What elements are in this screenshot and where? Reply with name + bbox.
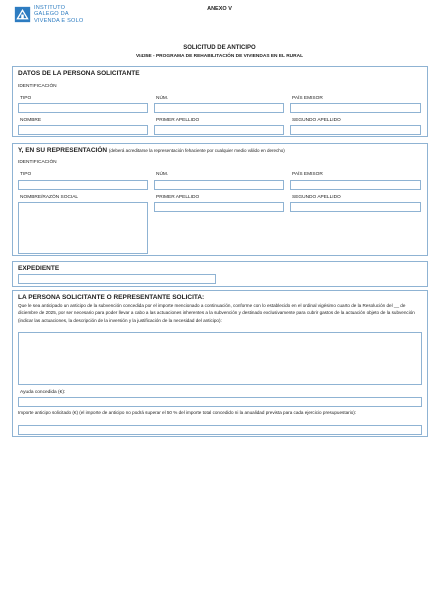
request-paragraph: Que le sea anticipado un anticipo de la subvención concedida por el importe mencionado a continuación, conforme con lo establecido en el ordinal vigésimo cuarto de la Resolución del __ de diciembre de 2025, por ser necesario para poder llevar a cabo a las actuaciones inherentes a la subvención y destinado exclusivamente para cubrir gastos de la actuación objeto de la subvención (indicar las actuaciones, la descripción de la inversión y la justificación de la necesidad del anticipo): xyxy=(18,303,415,323)
request-title: LA PERSONA SOLICITANTE O REPRESENTANTE SOLICITA: xyxy=(18,294,205,301)
representative-title-row xyxy=(18,147,285,154)
applicant-num-field[interactable] xyxy=(154,103,284,113)
representative-note: (deberá acreditarse la representación fehaciente por cualquier medio válido en derecho) xyxy=(108,148,285,153)
request-section xyxy=(12,290,428,437)
expediente-section xyxy=(12,261,428,287)
form-title: SOLICITUD DE ANTICIPO xyxy=(183,45,256,51)
applicant-primer-label: PRIMER APELLIDO xyxy=(156,118,200,123)
representative-num-field[interactable] xyxy=(154,180,284,190)
applicant-segundo-field[interactable] xyxy=(290,125,421,135)
representative-nombre-field[interactable] xyxy=(18,202,148,254)
applicant-num-label: NÚM. xyxy=(156,96,169,101)
applicant-nombre-label: NOMBRE xyxy=(20,118,42,123)
applicant-title: DATOS DE LA PERSONA SOLICITANTE xyxy=(18,70,140,77)
applicant-tipo-field[interactable] xyxy=(18,103,148,113)
applicant-identification-label: IDENTIFICACIÓN xyxy=(18,84,57,89)
representative-section xyxy=(12,143,428,256)
representative-segundo-label: SEGUNDO APELLIDO xyxy=(292,195,341,200)
request-description-field[interactable] xyxy=(18,332,422,385)
representative-pais-label: PAÍS EMISOR xyxy=(292,172,323,177)
representative-tipo-label: TIPO xyxy=(20,172,32,177)
representative-segundo-field[interactable] xyxy=(290,202,421,212)
importe-label: Importe anticipo solicitado (€) (el importe de anticipo no podrá superar el 50 % del importe total concedido ni la anualidad prevista para cada ejercicio presupuestario): xyxy=(18,410,357,415)
representative-primer-field[interactable] xyxy=(154,202,284,212)
representative-nombre-label: NOMBRE/RAZÓN SOCIAL xyxy=(20,195,79,200)
applicant-pais-field[interactable] xyxy=(290,103,421,113)
importe-field[interactable] xyxy=(18,425,422,435)
form-subtitle: VI435E - PROGRAMA DE REHABILITACIÓN DE VIVIENDAS EN EL RURAL xyxy=(135,54,304,59)
expediente-title: EXPEDIENTE xyxy=(18,265,60,272)
applicant-nombre-field[interactable] xyxy=(18,125,148,135)
expediente-field[interactable] xyxy=(18,274,216,284)
ayuda-label: Ayuda concedida (€): xyxy=(20,390,66,395)
ayuda-field[interactable] xyxy=(18,397,422,407)
logo-line-2: GALEGO DA xyxy=(34,11,69,18)
applicant-primer-field[interactable] xyxy=(154,125,284,135)
representative-num-label: NÚM. xyxy=(156,172,169,177)
representative-tipo-field[interactable] xyxy=(18,180,148,190)
logo-line-1: INSTITUTO xyxy=(34,5,66,11)
annex-label: ANEXO V xyxy=(207,6,232,12)
applicant-tipo-label: TIPO xyxy=(20,96,32,101)
applicant-pais-label: PAÍS EMISOR xyxy=(292,96,323,101)
representative-title: Y, EN SU REPRESENTACIÓN xyxy=(18,147,108,154)
applicant-section xyxy=(12,66,428,137)
representative-primer-label: PRIMER APELLIDO xyxy=(156,195,200,200)
representative-pais-field[interactable] xyxy=(290,180,421,190)
logo-line-3: VIVENDA E SOLO xyxy=(34,17,84,24)
representative-identification-label: IDENTIFICACIÓN xyxy=(18,160,57,165)
applicant-segundo-label: SEGUNDO APELLIDO xyxy=(292,118,341,123)
